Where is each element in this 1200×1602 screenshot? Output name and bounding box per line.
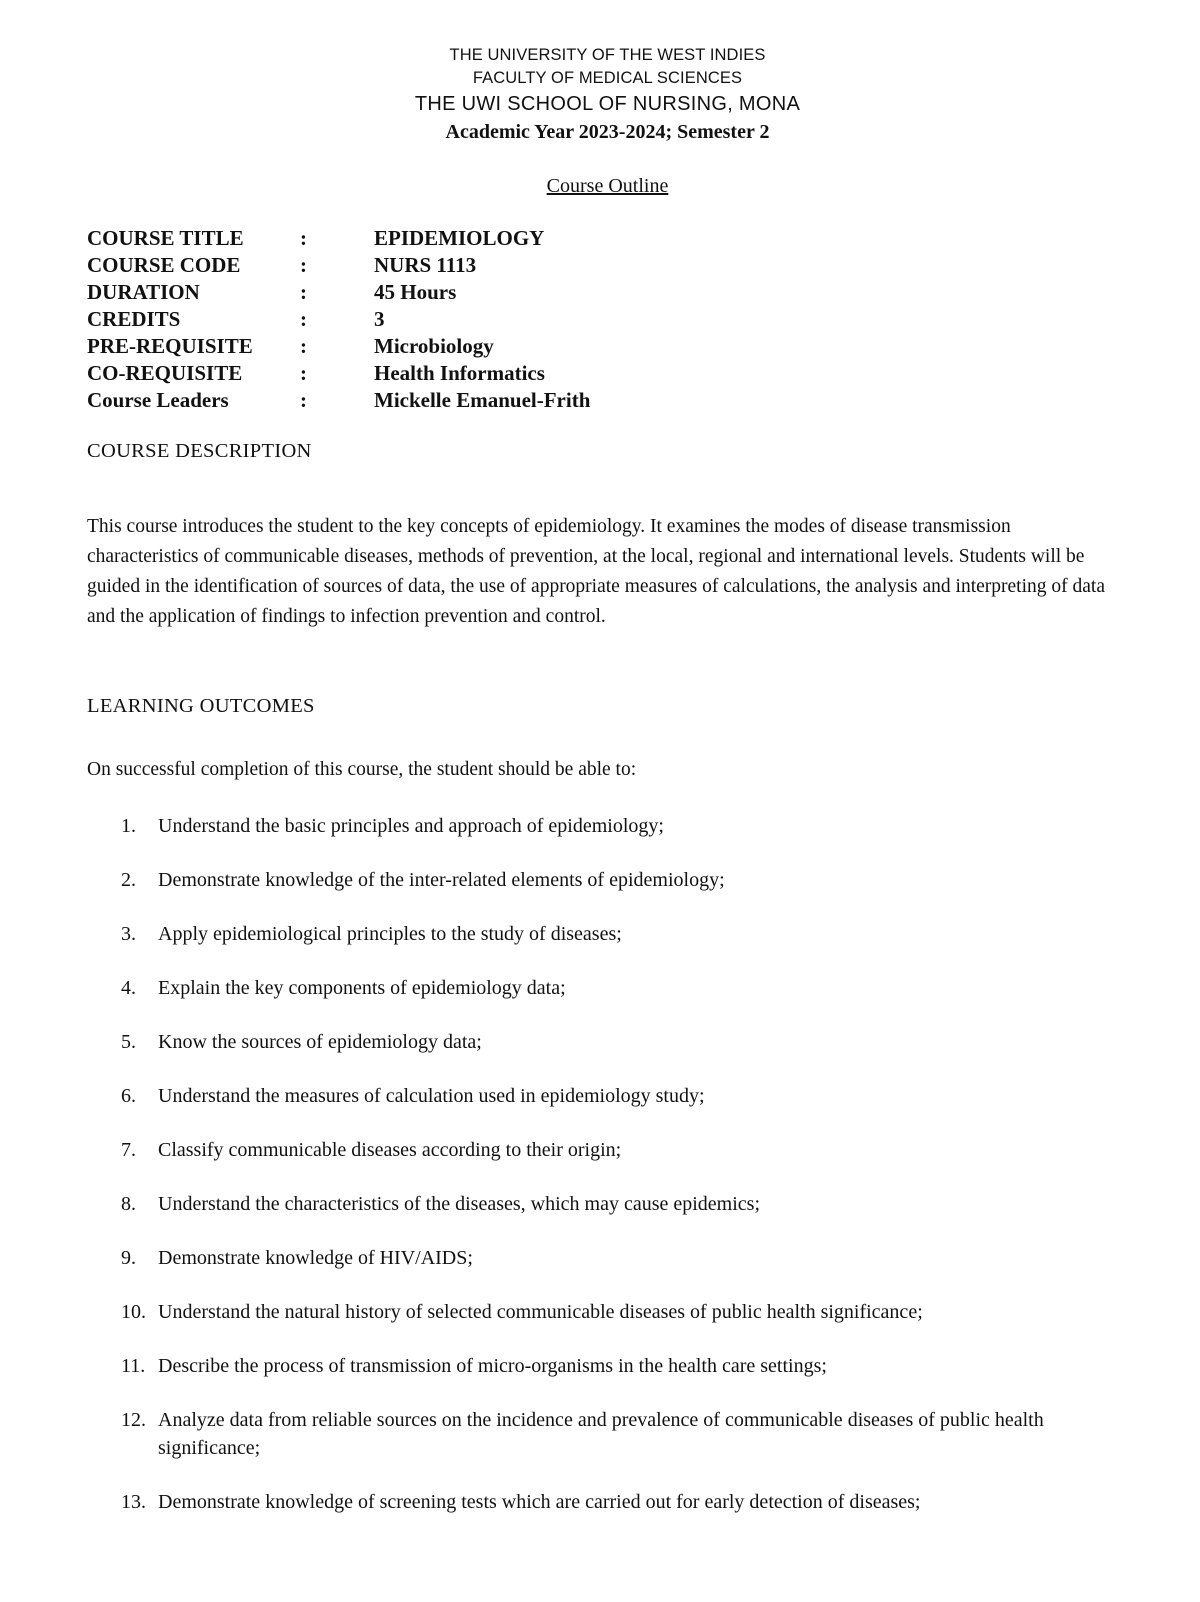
list-item bbox=[87, 1352, 1127, 1380]
info-separator: : bbox=[300, 361, 307, 385]
list-item bbox=[87, 1244, 1127, 1272]
info-value: 3 bbox=[374, 307, 385, 331]
info-label: DURATION bbox=[87, 280, 200, 304]
list-item-text: Apply epidemiological principles to the study of diseases; bbox=[158, 923, 622, 945]
document-type-title: Course Outline bbox=[546, 175, 669, 197]
info-separator: : bbox=[300, 253, 307, 277]
info-label: CO-REQUISITE bbox=[87, 361, 243, 385]
info-label: CREDITS bbox=[87, 307, 181, 331]
list-item-text: Demonstrate knowledge of the inter-related elements of epidemiology; bbox=[158, 869, 725, 891]
list-item-number: 3. bbox=[121, 923, 136, 945]
list-item-text: Know the sources of epidemiology data; bbox=[158, 1031, 482, 1053]
faculty-name: FACULTY OF MEDICAL SCIENCES bbox=[472, 69, 743, 87]
info-value: Microbiology bbox=[374, 334, 494, 358]
list-item-number: 11. bbox=[121, 1355, 146, 1377]
info-value: EPIDEMIOLOGY bbox=[374, 226, 545, 250]
list-item bbox=[87, 974, 1127, 1002]
list-item-number: 4. bbox=[121, 977, 136, 999]
list-item-number: 13. bbox=[121, 1491, 146, 1513]
list-item-number: 9. bbox=[121, 1247, 136, 1269]
list-item bbox=[87, 920, 1127, 948]
info-label: PRE-REQUISITE bbox=[87, 334, 253, 358]
info-separator: : bbox=[300, 280, 307, 304]
list-item-text: Understand the measures of calculation used in epidemiology study; bbox=[158, 1085, 705, 1107]
list-item-text: Demonstrate knowledge of screening tests which are carried out for early detection of diseases; bbox=[158, 1491, 921, 1513]
list-item-number: 12. bbox=[121, 1409, 146, 1431]
list-item-text: Explain the key components of epidemiology data; bbox=[158, 977, 566, 999]
list-item bbox=[87, 1488, 1127, 1516]
list-item-text: Describe the process of transmission of micro-organisms in the health care settings; bbox=[158, 1355, 827, 1377]
learning-outcomes-heading: LEARNING OUTCOMES bbox=[87, 695, 315, 717]
list-item bbox=[87, 1190, 1127, 1218]
course-description-text: This course introduces the student to the key concepts of epidemiology. It examines the modes of disease transmission characteristics of communicable diseases, methods of prevention, at the local, regional and international levels. Students will be guided in the identification of sources of data, the use of appropriate measures of calculations, the analysis and interpreting of data and the application of findings to infection prevention and control. bbox=[87, 516, 1105, 627]
list-item bbox=[87, 1136, 1127, 1164]
list-item-text: Demonstrate knowledge of HIV/AIDS; bbox=[158, 1247, 473, 1269]
learning-outcomes-list bbox=[87, 812, 1127, 1542]
list-item-number: 8. bbox=[121, 1193, 136, 1215]
list-item bbox=[87, 1082, 1127, 1110]
info-value: Mickelle Emanuel-Frith bbox=[374, 388, 591, 412]
list-item-number: 5. bbox=[121, 1031, 136, 1053]
list-item-text: Understand the characteristics of the diseases, which may cause epidemics; bbox=[158, 1193, 761, 1215]
info-label: Course Leaders bbox=[87, 388, 229, 412]
info-separator: : bbox=[300, 226, 307, 250]
info-separator: : bbox=[300, 307, 307, 331]
info-separator: : bbox=[300, 334, 307, 358]
list-item-text: Understand the natural history of selected communicable diseases of public health significance; bbox=[158, 1301, 923, 1323]
list-item-number: 10. bbox=[121, 1301, 146, 1323]
learning-outcomes-intro: On successful completion of this course, the student should be able to: bbox=[87, 759, 637, 780]
list-item-text: Analyze data from reliable sources on the incidence and prevalence of communicable diseases of public health significance; bbox=[158, 1409, 1044, 1459]
info-label: COURSE CODE bbox=[87, 253, 241, 277]
info-label: COURSE TITLE bbox=[87, 226, 244, 250]
list-item bbox=[87, 812, 1127, 840]
list-item bbox=[87, 866, 1127, 894]
list-item-text: Classify communicable diseases according to their origin; bbox=[158, 1139, 622, 1161]
info-value: Health Informatics bbox=[374, 361, 545, 385]
list-item-number: 1. bbox=[121, 815, 136, 837]
list-item-text: Understand the basic principles and approach of epidemiology; bbox=[158, 815, 664, 837]
list-item bbox=[87, 1028, 1127, 1056]
info-value: NURS 1113 bbox=[374, 253, 477, 277]
course-description-heading: COURSE DESCRIPTION bbox=[87, 440, 312, 462]
list-item-number: 6. bbox=[121, 1085, 136, 1107]
academic-year: Academic Year 2023-2024; Semester 2 bbox=[445, 121, 770, 143]
university-name: THE UNIVERSITY OF THE WEST INDIES bbox=[449, 46, 766, 64]
list-item bbox=[87, 1298, 1127, 1326]
info-separator: : bbox=[300, 388, 307, 412]
list-item-number: 2. bbox=[121, 869, 136, 891]
info-value: 45 Hours bbox=[374, 280, 457, 304]
list-item bbox=[87, 1406, 1127, 1462]
school-name: THE UWI SCHOOL OF NURSING, MONA bbox=[414, 93, 801, 115]
list-item-number: 7. bbox=[121, 1139, 136, 1161]
document-header bbox=[0, 44, 1200, 199]
